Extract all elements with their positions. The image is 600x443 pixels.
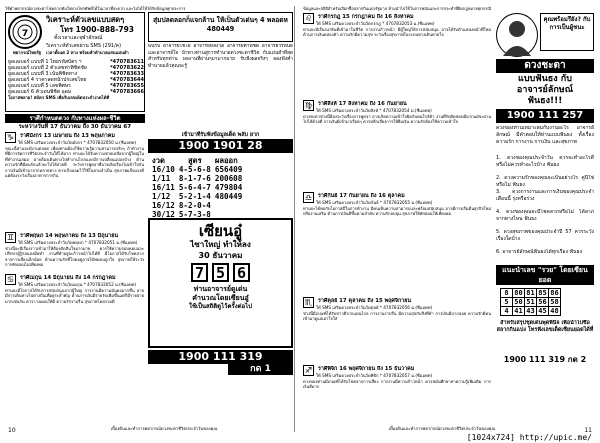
- zodiac-sign-icon: ♎: [304, 193, 313, 202]
- lucky-date: 1/12: [152, 192, 171, 201]
- horoscope-banner: ราศีกำหนดดวง กับทางแห่งผล-ชีวิต: [5, 114, 145, 123]
- horoscope-entry: [303, 192, 493, 297]
- horoscope-entry: [5, 232, 145, 274]
- lucky-table: [150, 156, 244, 219]
- code-row: ยูลเลเบอร์ แบบที่ 3 เน้นพิชิตทาง *470783633: [8, 71, 144, 77]
- code-row: ยูลเลเบอร์ 4 ราคาลดหน้าปกเลขไทย *470783644: [8, 77, 144, 83]
- sian-sub: ไซาใหญ่ ทำให้ลง: [190, 240, 251, 249]
- promo-point: 3. ดวงการงานและการเงินของคุณประจำเดือนนี้ รุ่งหรือร่วง: [496, 189, 594, 202]
- horoscope-body: ช่วงนี้มีเกณฑ์ได้รับข่าวดีจากแดนไกล การงานราบรื่น มีความสุขกับสิ่งที่ทำ การเงินมีลาภลอย ความรักมีคนเข้ามาดูแลเอาใจใส่: [303, 311, 491, 322]
- promo-points: [496, 155, 594, 263]
- promo-line-2: แบบฟันธง กับ: [518, 74, 572, 84]
- lucky-formula: 5-7-3-8: [178, 210, 211, 219]
- horoscope-sms[interactable]: ให้ SMS เสริมดวงประจำวันวัดมังกร * 4707832050 ม.(ซีแอทท): [18, 140, 137, 145]
- horoscope-body: ท่านจะมีเรื่องน่ายินดีเข้ามาในชีวิต การงานก้าวหน้า มีผู้ใหญ่ให้การสนับสนุน อาจได้รับตำแหน่งหน้าที่ใหม่ ด้านการเงินคล่องตัว ความรักมีความสุข ระวังเรื่องสุขภาพในระบบทางเดินหายใจ: [303, 27, 491, 38]
- promo-headline: ดวงชะตา: [496, 59, 594, 73]
- horoscope-entry: [303, 100, 493, 192]
- horoscope-entry: [5, 274, 145, 420]
- horoscope-title: ราศีมังกร 13 เมษายน ถึง 13 พฤษภาคม: [20, 133, 115, 139]
- horoscope-body: ดวงชะตาช่วงนี้ต้องระวังเรื่องการพูดจา อาจเกิดความเข้าใจผิดกับคนใกล้ตัว งานที่รับผิดชอบมีมากแต่จะผ่านไปได้ด้วยดี การเงินมีเข้ามาเรื่อยๆ ควรหลีกเลี่ยงการให้ยืมเงิน ความรักต้องใช้ความเข้าใจ: [303, 114, 491, 125]
- grid-cell: 58: [550, 298, 559, 306]
- sian-box: [148, 218, 293, 348]
- sian-caption-3: ใช้เป็นสถิติดูไว้ครั้งต่อไป: [189, 303, 252, 310]
- horoscope-list-left: [5, 132, 145, 420]
- lucky-result: 480449: [214, 192, 243, 201]
- service-sms: วิเคราะห์ตัวเลขผ่าน SMS (291/ค): [46, 43, 122, 49]
- left-top-disclaimer: ใช้คำพยากรณ์ดวงชะตาโชคลาภทันใจทางโทรศัพท์ได้ในเวลาที่สะดวก และไม่ได้ให้ได้รับข้อมูลทุกประการ: [5, 6, 186, 11]
- right-page: [302, 6, 596, 432]
- lucky-formula: 4-5-6-8: [178, 165, 211, 174]
- right-page-number: 11: [584, 427, 592, 432]
- grid-cell: 80: [514, 289, 523, 297]
- promo-line-3: อาจารย์ลักษณ์: [516, 85, 574, 95]
- grid-cell: 8: [501, 289, 513, 298]
- code-row: ยูลเลเบอร์ แบบที่ 2 ตัวเลขท่าพิชิตชัย *470783622: [8, 65, 144, 71]
- zodiac-sign-icon: ♑: [6, 133, 15, 142]
- lucky-formula: 5-2-1-4: [178, 192, 211, 201]
- horoscope-title: ราศีกรกฎ 15 กรกฎาคม ถึง 16 สิงหาคม: [318, 14, 414, 20]
- horoscope-list-right: [303, 13, 493, 421]
- horoscope-entry: [303, 365, 493, 421]
- horoscope-sms[interactable]: ให้ SMS เสริมดวงประจำวันวัดเมถุน * 4707832052 ม.(ซีแอทท): [18, 282, 137, 287]
- grid-cell: 86: [550, 289, 559, 297]
- lucky-formula: 8-1-7-6: [178, 174, 211, 183]
- left-page: [4, 6, 295, 432]
- sian-phone[interactable]: 1900 111 319: [148, 350, 293, 364]
- promo-column: [496, 13, 594, 432]
- horoscope-sms[interactable]: ให้ SMS เสริมดวงประจำวันวัดตุลย์ * 4707832056 ม.(ซีแอทท): [316, 305, 433, 310]
- lucky-date: 16/12: [152, 201, 175, 210]
- promo-point: 5. ดวงสุขภาพของคุณประจำปี 57 ควรระวังเรื่องใดบ้าง: [496, 229, 594, 242]
- logo-text: พยากรณ์ไทยรัฐ: [12, 50, 42, 55]
- sian-caption-2: คำนวณโดยเซียนอู๋: [192, 294, 249, 302]
- mid-ad-title: สุ่มปลดลอกก็แจกล้าน ให้เป็นตัวเด่นๆ 4 พลอดห 480449: [153, 16, 288, 33]
- sian-digit: 7: [191, 263, 208, 282]
- horoscope-title: ราศีสิงห์ 17 สิงหาคม ถึง 16 กันยายน: [318, 101, 407, 107]
- zodiac-sign-icon: ♏: [304, 298, 313, 307]
- lucky-row: [150, 192, 244, 201]
- horoscope-sms[interactable]: ให้ SMS เสริมดวงประจำวันวัดสิงห์ * 4707832054 ม.(ซีแอทท): [316, 108, 432, 113]
- service-sms2: เวลาตั้งแต่ 2 ทาง พร้อมคำทำนายแสนแม่นยำ: [46, 50, 129, 55]
- rich-number-grid: [500, 288, 561, 316]
- zodiac-sign-icon: ♍: [304, 101, 313, 110]
- zodiac-sign-icon: ♐: [304, 366, 313, 375]
- lucky-header-cell: งวด: [152, 156, 165, 165]
- mid-ad-header: [148, 12, 293, 42]
- left-page-number: 10: [8, 427, 16, 432]
- lucky-table-wrap: [150, 156, 292, 219]
- horoscope-title: ราศีกันย์ 17 กันยายน ถึง 16 ตุลาคม: [318, 193, 405, 199]
- sian-digit: 6: [233, 263, 250, 282]
- horoscope-body: ดวงของท่านมีเกณฑ์ได้รับโชคจากการเสี่ยง การงานมีความก้าวหน้า ควรหมั่นศึกษาหาความรู้เพิ่มเติม การเงินดีมาก: [303, 379, 491, 390]
- service-title: วิเคราะห์ตัวเลขแบบสดๆ: [46, 15, 125, 24]
- lucky-result: 200608: [214, 174, 243, 183]
- promo-point: 6. อาจารย์ลักษณ์ฟันธงได้ทุกเรื่อง ฟันธง: [496, 249, 582, 255]
- lucky-row: [150, 183, 244, 192]
- mid-ad-body: พบกับ อาจารย์ไชโย อาจารย์หลงวด อาจารย์คำพิชิต อาจารย์วีรพันธ์ และอาจารย์ใจ นำทางท่านสู่การทำนายดวงชะตาชีวิต กับแม่นยำที่สุดสำหรับทุกท่าน ผลงานที่ผ่านๆมามากมาย รับฟังผลจริงๆ ลองฟังคำทำนายแล้วคุณจะรู้: [148, 44, 293, 69]
- zodiac-sign-icon: ♊: [6, 233, 15, 242]
- lucky-date: 30/12: [152, 210, 175, 219]
- code-row: ยูลเลเบอร์ แบบที่ 1 ไทยรหัสบัตร ฯ *470783611: [8, 59, 144, 65]
- code-row: ยูลเลเบอร์ 6 ตัวเด่นพิชิต อุดม *470783666: [8, 89, 144, 95]
- sian-date: 30 ธันวาคม: [198, 251, 243, 260]
- horoscope-sms[interactable]: ให้ SMS เสริมดวงประจำวันวัดพฤษภ * 4707832051 ม.(ซีแอทท): [18, 240, 138, 245]
- grid-cell: 48: [550, 307, 559, 315]
- watermark: [1024x724] http://upic.me/: [466, 433, 592, 442]
- horoscope-body: ช่วงนี้จะมีเรื่องราวเข้ามาให้ต้องตัดสินใจมากมาย ควรใช้ความรอบคอบและปรึกษาผู้รู้ก่อนลงมือทำ งานที่ทำอยู่จะก้าวหน้าไปได้ดี มีโอกาสได้รับโชคลาภจากการเสี่ยงเล็กน้อย ด้านความรักที่โสดอยู่อาจได้พบคนถูกใจ สุขภาพให้ระวังการพักผ่อนไม่เพียงพอ: [5, 246, 144, 268]
- grid-cell: 45: [538, 307, 547, 315]
- lucky-result: 479804: [214, 183, 243, 192]
- grid-caption: สำหรับสรุปชุดเด่นพุดพินิจ เพื่อนำไปซื้อสลากกินแบ่ง โทรฟังเลขเด็ดเซียนยอดได้ที่: [496, 320, 594, 333]
- grid-cell: 43: [526, 307, 535, 315]
- code-row: ยูลเลเบอร์ แบบที่ 5 เลขพิศษร *470783655: [8, 83, 144, 89]
- promo-phone[interactable]: 1900 111 257: [496, 109, 594, 123]
- promo-point: 1. ดวงของคุณประจำวัน ควรจะทำอะไรดี หรือไม่ควรทำอะไรบ้าง ฟันธง: [496, 155, 594, 168]
- lucky-result: 656409: [214, 165, 243, 174]
- horoscope-sms[interactable]: ให้ SMS เสริมดวงประจำวันวัดกรกฎ * 4707832053 ม.(ซีแอทท): [316, 21, 435, 26]
- sian-digit: 5: [212, 263, 229, 282]
- sian-press[interactable]: กด 1: [228, 364, 293, 375]
- horoscope-title: ราศีพิจิก 16 พฤศจิกายน ถึง 15 ธันวาคม: [318, 366, 415, 372]
- lucky-row: [150, 174, 244, 183]
- horoscope-sms[interactable]: ให้ SMS เสริมดวงประจำวันวัดพิจิก * 4707832057 ม.(ซีแอทท): [316, 373, 433, 378]
- service-block: [5, 12, 145, 112]
- lucky-date: 16/10: [152, 165, 175, 174]
- horoscope-body: ขณะนี้ท่านจะมีงานตลอด เพียงท่านต้องใช้ความรู้ความสามารถจริงๆ ถ้าทำงานที่มีการจัดการชีวิตประจำวันให้ได้มาก ท่านจะได้รับความช่วยเหลือจากผู้ใหญ่ในที่ทำงานเสมอ อาจต้องเดินทางไปทำงานไกลและมีการเปลี่ยนแปลงบ้าง ด้านความรักที่มีคนรักแล้วจะไปได้สวยดี ระวังการพูดจาที่อาจเกิดเรื่องไม่เข้าใจกัน การเงินมีเข้ามาจากหลายทาง ควรเก็บออมไว้ใช้ในยามจำเป็น สุขภาพแข็งแรงดีแต่ต้องระวังเรื่องอาหารการกิน: [5, 146, 144, 179]
- banner-date: ระหว่างวันที่ 17 ธันวาคม ถึง 30 ธันวาคม 67: [18, 124, 132, 130]
- lucky-row: [150, 165, 244, 174]
- grid-cell: 50: [514, 298, 523, 306]
- horoscope-entry: [5, 132, 145, 232]
- lucky-result: [213, 201, 244, 210]
- grid-cell: 4: [501, 307, 513, 316]
- astrologer-portrait-icon: [496, 13, 538, 57]
- promo-point: 4. ดวงของคุณจะมีโชคลาภหรือไม่ ได้ลาภจากทางไหน ฟันธง: [496, 209, 594, 222]
- right-top-disclaimer: ข้อมูลและสถิติสำหรับเลือกซื้อสลากกินแบ่งรัฐบาล ห้ามนำไปใช้ในการพนันและการกระทำที่ผิดกฎหมายทุกกรณี: [303, 6, 492, 11]
- zodiac-sign-icon: ♌: [304, 14, 313, 23]
- grid-cell: 51: [526, 298, 535, 306]
- grid-cell: 41: [514, 307, 523, 315]
- lucky-header-cell: ผลออก: [214, 156, 238, 165]
- horoscope-entry: [303, 13, 493, 100]
- sian-title: เซียนอู๋: [198, 222, 243, 240]
- call-title: เข้ามาทีรับฟังข้อมูลเด็ด พลับ ยาก: [181, 132, 260, 138]
- rich-number-grid-wrap: [500, 288, 561, 316]
- horoscope-body: ท่านจะได้พบกับโอกาสดีในการทำงาน มีคนเห็นความสามารถและพร้อมสนับสนุน อาจมีการเริ่มต้นธุรกิจใหม่หรืองานเสริม ด้านการเงินดีขึ้นตามลำดับ ความรักอบอุ่น สุขภาพให้พักผ่อนให้เพียงพอ: [303, 206, 491, 217]
- sian-caption-1: ท่านอาจารย์ดูเด่น: [193, 285, 248, 293]
- codes-footer: โอกาสพลาย! สมัคร SMS เพื่อรับเลขเด็ดประจำงวดได้ที่: [8, 95, 110, 100]
- horoscope-body: ท่านจะมีโอกาสได้รับการสนับสนุนจากผู้ใหญ่ การงานมีความมั่นคงมากขึ้น อาจมีการเดินทางไปต่างถิ่นเพื่อธุระสำคัญ ด้านการเงินมีรายรับเพิ่มขึ้นแต่ก็มีรายจ่ายมากเช่นกัน ควรวางแผนให้ดี ความรักราบรื่น สุขภาพโดยรวมดี: [5, 288, 144, 304]
- grid-cell: 5: [501, 298, 513, 307]
- lucky-formula: 8-2-0-4: [178, 201, 211, 210]
- horoscope-title: ราศีพฤษภ 14 พฤษภาคม ถึง 13 มิถุนายน: [20, 233, 119, 239]
- promo-point: 2. ดวงความรักของคุณจะเป็นอย่างไร คู่นี้ใช่หรือไม่ ฟันธง: [496, 175, 594, 188]
- grid-row: [501, 307, 561, 316]
- left-footer: เบื้องต้นและทำการพยากรณ์ดวงชะตาชีวิตประจำวันของคุณ: [110, 426, 218, 432]
- call-phone[interactable]: 1900 1901 28: [148, 139, 293, 153]
- lucky-formula: 5-6-4-7: [178, 183, 211, 192]
- grid-title: แนะนำเลข "รวย" โดยเซียนยอด: [496, 265, 594, 285]
- svg-text:7: 7: [21, 29, 29, 39]
- grid-cell: 85: [538, 289, 547, 297]
- lucky-row: [150, 201, 244, 210]
- promo-line-4: ฟันธง!!!: [527, 96, 563, 106]
- service-sub: ทั้งเวลาและจุฬาลักษณ์: [54, 35, 103, 41]
- grid-phone[interactable]: 1900 111 319 กด 2: [503, 355, 587, 364]
- grid-row: [501, 298, 561, 307]
- zodiac-sign-icon: ♋: [6, 275, 15, 284]
- horoscope-title: ราศีเมถุน 14 มิถุนายน ถึง 14 กรกฎาคม: [20, 275, 116, 281]
- promo-body: ดวงของท่านเหมาะสมกับงานอะไร อาจารย์ลักษณ์ มีคำตอบให้ท่านแบบฟันธง ทั้งเรื่องความรัก การงาน การเงิน และสุขภาพ: [496, 125, 594, 145]
- horoscope-title: ราศีตุลย์ 17 ตุลาคม ถึง 15 พฤศจิกายน: [318, 298, 412, 304]
- grid-row: [501, 289, 561, 298]
- lucky-header-cell: สูตร: [188, 156, 202, 165]
- lucky-date: 1/11: [152, 174, 171, 183]
- promo-title: คุณพร้อมรึยัง? กับการเป็นผู้ชนะ: [540, 13, 594, 51]
- service-phone[interactable]: โทร 1900-888-793: [60, 25, 135, 34]
- code-list: [8, 59, 144, 101]
- horoscope-sms[interactable]: ให้ SMS เสริมดวงประจำวันวัดกันย์ * 4707832055 ม.(ซีแอทท): [316, 200, 433, 205]
- grid-cell: 56: [538, 298, 547, 306]
- grid-cell: 81: [526, 289, 535, 297]
- lucky-date: 16/11: [152, 183, 175, 192]
- sian-digits: [150, 263, 291, 282]
- horoscope-entry: [303, 297, 493, 365]
- right-footer: เบื้องต้นและทำการพยากรณ์ดวงชะตาชีวิตประจำวันของคุณ: [388, 426, 496, 432]
- logo-seal-icon: [8, 15, 42, 49]
